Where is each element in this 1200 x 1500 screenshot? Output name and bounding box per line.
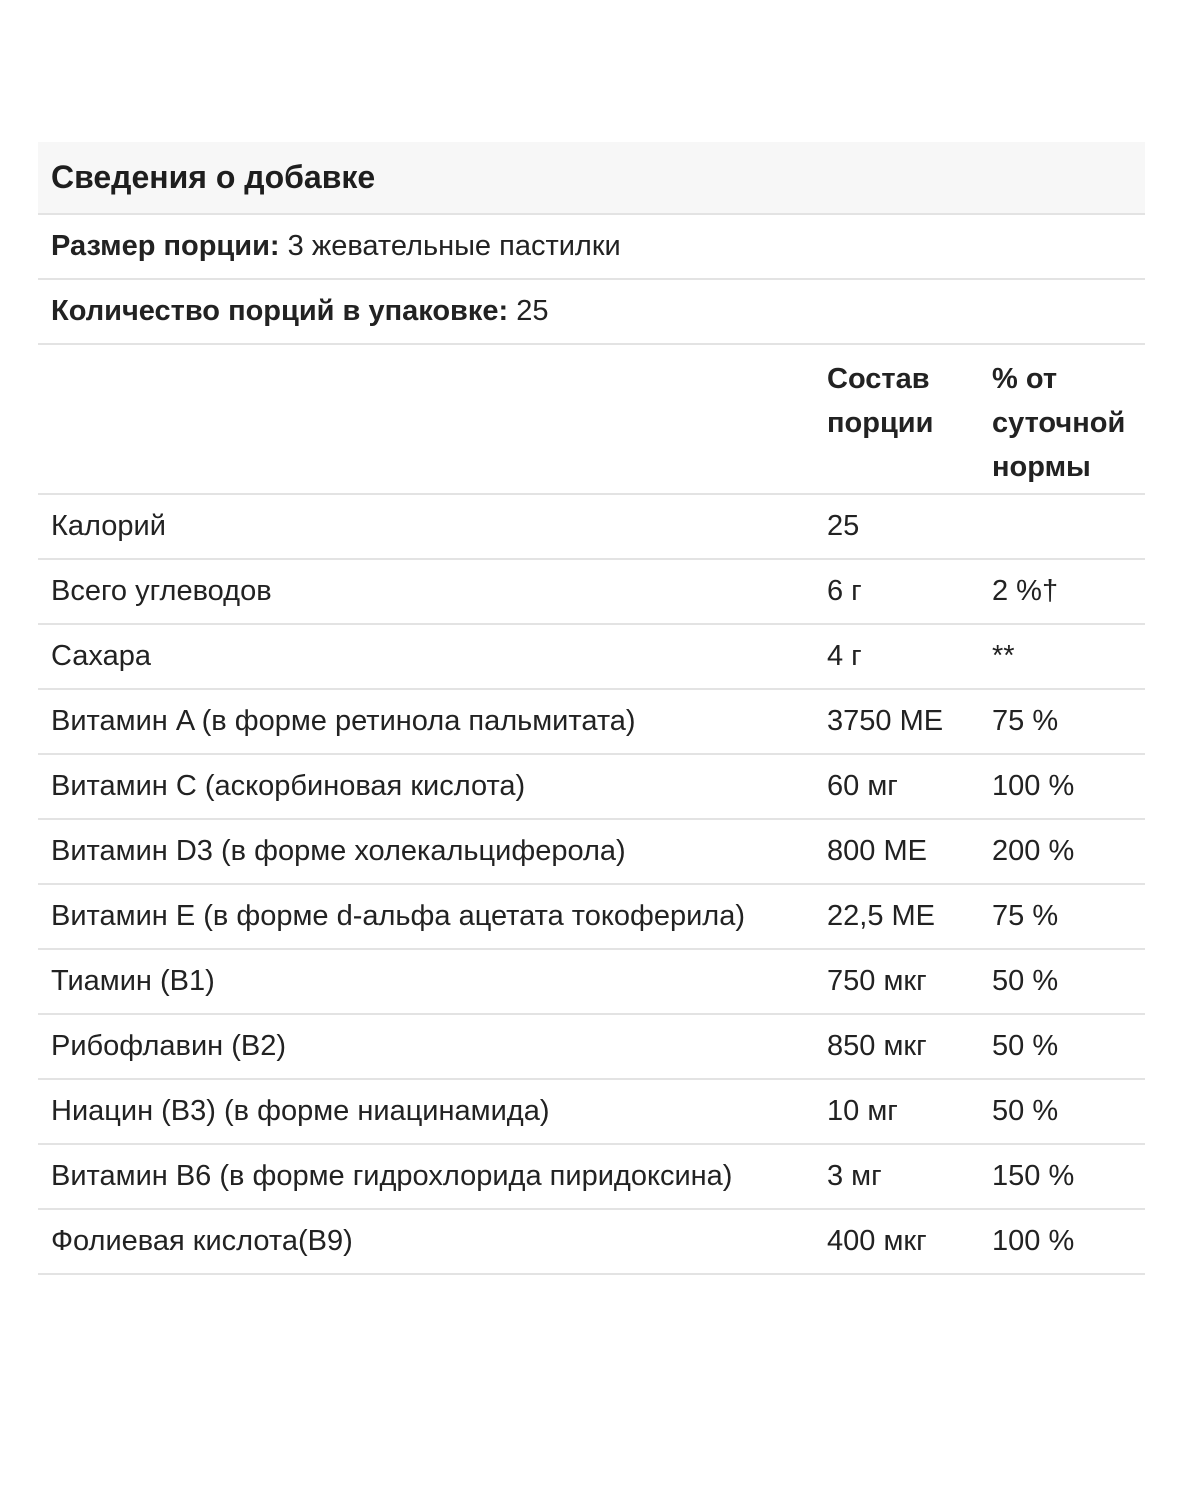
nutrient-daily-value: 100 % — [992, 770, 1075, 802]
nutrient-name: Всего углеводов — [51, 575, 272, 607]
panel-title: Сведения о добавке — [51, 159, 376, 195]
nutrient-name: Витамин A (в форме ретинола пальмитата) — [51, 705, 636, 737]
nutrient-amount: 6 г — [827, 575, 862, 607]
nutrient-name: Рибофлавин (B2) — [51, 1030, 287, 1062]
nutrient-amount: 750 мкг — [827, 965, 927, 997]
column-header-amount — [827, 357, 992, 445]
nutrient-name: Калорий — [51, 510, 166, 542]
servings-per-container-row — [38, 280, 1145, 345]
nutrient-name: Витамин E (в форме d-альфа ацетата токоферила) — [51, 900, 746, 932]
nutrient-row-calories — [38, 495, 1145, 560]
nutrient-amount: 60 мг — [827, 770, 898, 802]
nutrient-daily-value: 75 % — [992, 900, 1059, 932]
nutrient-name: Тиамин (B1) — [51, 965, 215, 997]
nutrient-name: Витамин D3 (в форме холекальциферола) — [51, 835, 626, 867]
nutrient-amount: 22,5 МЕ — [827, 900, 935, 932]
nutrient-row-sugars — [38, 625, 1145, 690]
nutrient-daily-value: 50 % — [992, 965, 1059, 997]
servings-per-container-value: 25 — [516, 295, 549, 327]
column-header-amount-line2: порции — [827, 407, 934, 439]
nutrient-name: Витамин B6 (в форме гидрохлорида пиридоксина) — [51, 1160, 733, 1192]
nutrient-daily-value: 75 % — [992, 705, 1059, 737]
nutrient-name: Фолиевая кислота(B9) — [51, 1225, 353, 1257]
nutrient-daily-value: 200 % — [992, 835, 1075, 867]
column-header-dv-line3: нормы — [992, 451, 1091, 483]
nutrient-name: Витамин C (аскорбиновая кислота) — [51, 770, 526, 802]
nutrient-amount: 800 МЕ — [827, 835, 927, 867]
serving-size-value: 3 жевательные пастилки — [287, 230, 621, 262]
serving-size-label: Размер порции: — [51, 230, 280, 262]
nutrient-name: Сахара — [51, 640, 151, 672]
nutrient-daily-value: 50 % — [992, 1030, 1059, 1062]
nutrient-row-riboflavin — [38, 1015, 1145, 1080]
nutrient-row-thiamin — [38, 950, 1145, 1015]
nutrient-amount: 4 г — [827, 640, 862, 672]
nutrient-amount: 400 мкг — [827, 1225, 927, 1257]
nutrient-row-carbohydrates — [38, 560, 1145, 625]
nutrient-daily-value: 2 %† — [992, 575, 1059, 607]
nutrient-daily-value: ** — [992, 640, 1015, 672]
nutrient-daily-value: 150 % — [992, 1160, 1075, 1192]
nutrient-amount: 10 мг — [827, 1095, 898, 1127]
nutrient-row-folic-acid — [38, 1210, 1145, 1275]
column-header-dv-line1: % от — [992, 363, 1058, 395]
nutrient-row-vitamin-e — [38, 885, 1145, 950]
nutrient-row-vitamin-b6 — [38, 1145, 1145, 1210]
nutrient-name: Ниацин (B3) (в форме ниацинамида) — [51, 1095, 550, 1127]
nutrient-row-vitamin-c — [38, 755, 1145, 820]
nutrient-daily-value: 50 % — [992, 1095, 1059, 1127]
nutrient-row-niacin — [38, 1080, 1145, 1145]
column-header-row — [38, 345, 1145, 495]
nutrient-amount: 3 мг — [827, 1160, 882, 1192]
nutrient-daily-value: 100 % — [992, 1225, 1075, 1257]
column-header-daily-value — [992, 357, 1145, 489]
nutrient-row-vitamin-d3 — [38, 820, 1145, 885]
nutrient-amount: 3750 МЕ — [827, 705, 944, 737]
nutrient-row-vitamin-a — [38, 690, 1145, 755]
panel-title-row — [38, 142, 1145, 215]
servings-per-container-label: Количество порций в упаковке: — [51, 295, 509, 327]
column-header-amount-line1: Состав — [827, 363, 930, 395]
nutrient-amount: 25 — [827, 510, 860, 542]
serving-size-row — [38, 215, 1145, 280]
supplement-facts-panel — [38, 142, 1145, 1275]
nutrient-amount: 850 мкг — [827, 1030, 927, 1062]
column-header-dv-line2: суточной — [992, 407, 1126, 439]
